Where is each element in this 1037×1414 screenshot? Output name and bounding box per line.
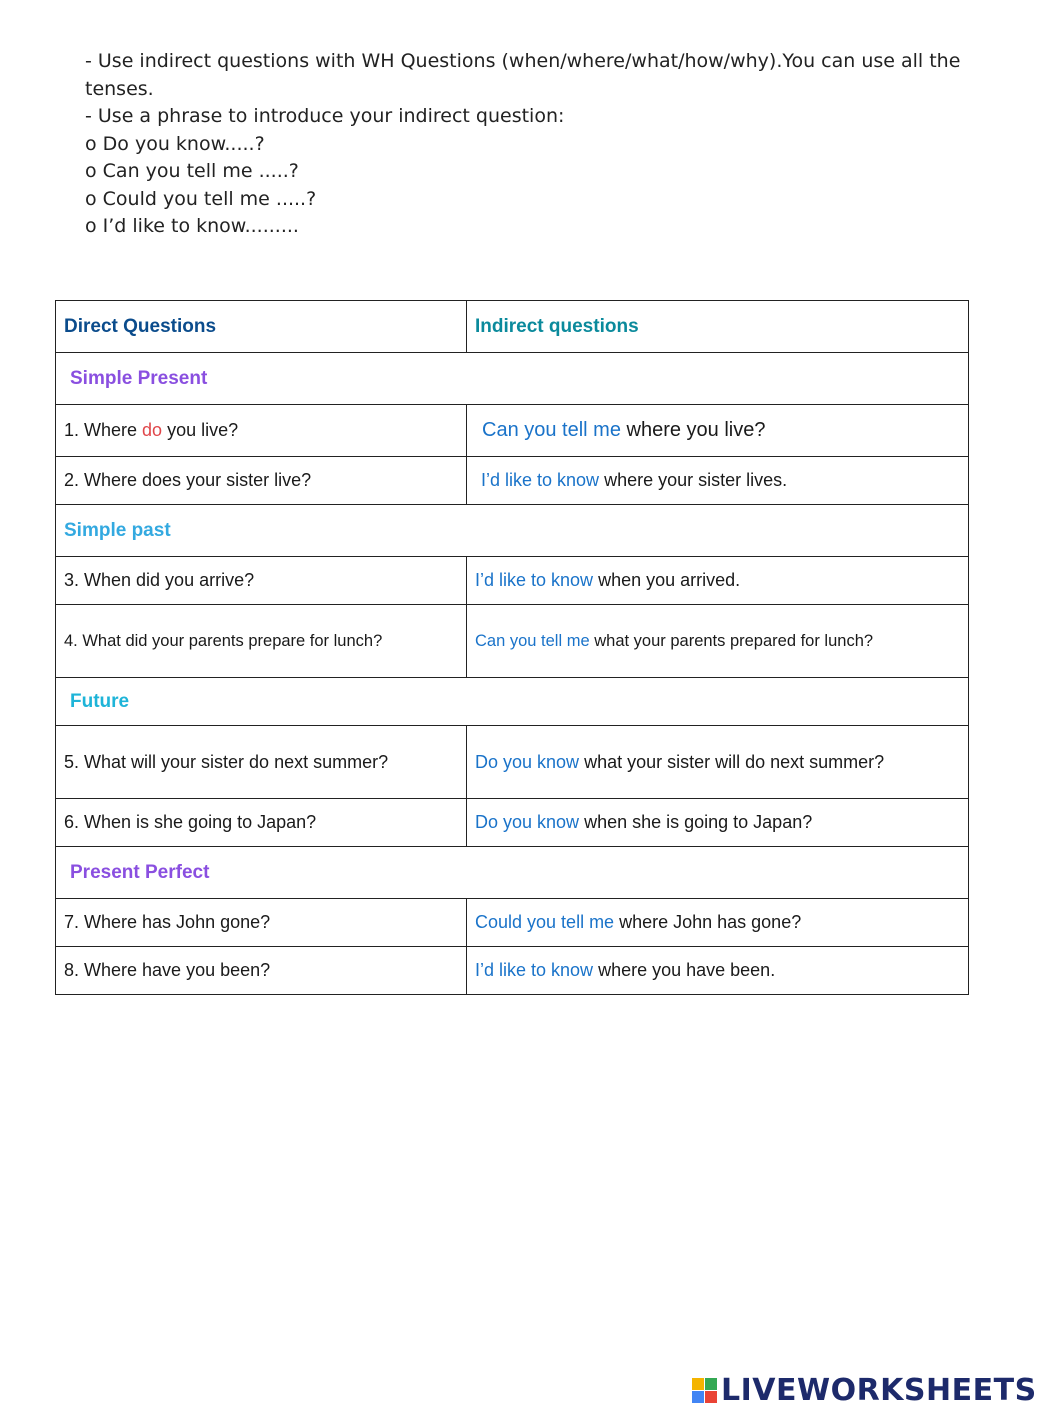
questions-table bbox=[55, 300, 969, 995]
table-row bbox=[56, 605, 969, 678]
indirect-question: I’d like to know where you have been. bbox=[467, 947, 969, 995]
direct-question: 1. Where do you live? bbox=[56, 405, 467, 457]
intro-phrase: Do you know bbox=[475, 751, 580, 772]
column-header-direct: Direct Questions bbox=[56, 301, 467, 353]
intro-phrase: Do you know bbox=[475, 812, 580, 832]
instruction-line: - Use indirect questions with WH Questions (when/where/what/how/why).You can use all the tenses. bbox=[85, 50, 961, 100]
table-row bbox=[56, 726, 969, 799]
header-row bbox=[56, 301, 969, 353]
indirect-question: I’d like to know when you arrived. bbox=[467, 557, 969, 605]
section-future: Future bbox=[56, 678, 969, 726]
section-simple-present: Simple Present bbox=[56, 353, 969, 405]
logo-block bbox=[705, 1378, 717, 1390]
table-row bbox=[56, 557, 969, 605]
direct-question: 7. Where has John gone? bbox=[56, 899, 467, 947]
phrase-bullet: o Could you tell me .....? bbox=[85, 187, 317, 210]
logo-text: LIVEWORKSHEETS bbox=[721, 1372, 1037, 1408]
section-row bbox=[56, 505, 969, 557]
direct-question: 5. What will your sister do next summer? bbox=[56, 726, 467, 799]
intro-phrase: Can you tell me bbox=[482, 419, 621, 441]
direct-question: 2. Where does your sister live? bbox=[56, 457, 467, 505]
direct-question: 3. When did you arrive? bbox=[56, 557, 467, 605]
liveworksheets-logo bbox=[692, 1372, 1037, 1408]
phrase-bullet: o I’d like to know......... bbox=[85, 215, 299, 237]
direct-question: 4. What did your parents prepare for lunch? bbox=[56, 605, 467, 678]
intro-phrase: Could you tell me bbox=[475, 912, 615, 932]
indirect-question: Do you know when she is going to Japan? bbox=[467, 799, 969, 847]
table-row bbox=[56, 899, 969, 947]
column-header-indirect: Indirect questions bbox=[467, 301, 969, 353]
direct-question: 6. When is she going to Japan? bbox=[56, 799, 467, 847]
logo-block bbox=[692, 1378, 704, 1390]
indirect-question: Could you tell me where John has gone? bbox=[467, 899, 969, 947]
intro-phrase: I’d like to know bbox=[475, 570, 594, 590]
section-row bbox=[56, 353, 969, 405]
direct-question: 8. Where have you been? bbox=[56, 947, 467, 995]
phrase-bullet: o Can you tell me .....? bbox=[85, 160, 299, 182]
logo-block bbox=[692, 1391, 704, 1403]
section-row bbox=[56, 678, 969, 726]
instruction-line: - Use a phrase to introduce your indirect question: bbox=[85, 105, 565, 127]
indirect-question: I’d like to know where your sister lives. bbox=[467, 457, 969, 505]
table-row bbox=[56, 947, 969, 995]
section-row bbox=[56, 847, 969, 899]
table-row bbox=[56, 799, 969, 847]
section-simple-past: Simple past bbox=[56, 505, 969, 557]
logo-blocks-icon bbox=[692, 1378, 717, 1403]
intro-phrase: I’d like to know bbox=[481, 470, 600, 490]
indirect-question: Can you tell me where you live? bbox=[467, 405, 969, 457]
section-present-perfect: Present Perfect bbox=[56, 847, 969, 899]
table-row bbox=[56, 457, 969, 505]
intro-phrase: Can you tell me bbox=[475, 631, 590, 650]
phrase-bullet: o Do you know.....? bbox=[85, 132, 265, 155]
logo-block bbox=[705, 1391, 717, 1403]
instructions bbox=[85, 48, 975, 241]
highlighted-word: do bbox=[142, 420, 163, 440]
indirect-question: Do you know what your sister will do next summer? bbox=[467, 726, 969, 799]
table-row bbox=[56, 405, 969, 457]
intro-phrase: I’d like to know bbox=[475, 960, 594, 980]
indirect-question: Can you tell me what your parents prepared for lunch? bbox=[467, 605, 969, 678]
